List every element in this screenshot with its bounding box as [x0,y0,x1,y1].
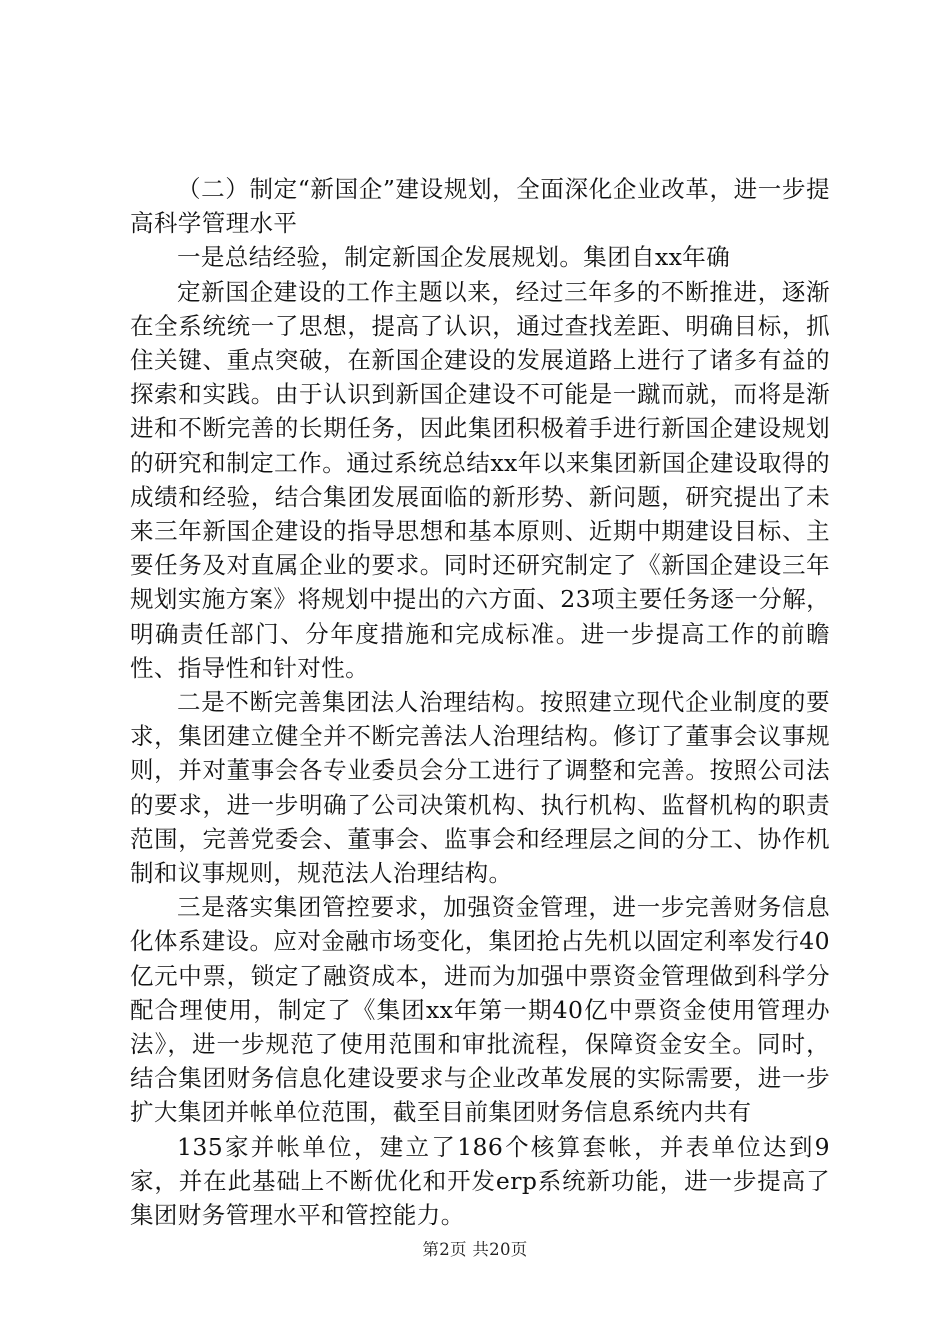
section-heading: （二）制定“新国企”建设规划，全面深化企业改革，进一步提高科学管理水平 [130,175,830,238]
paragraph-planning-detail: 定新国企建设的工作主题以来，经过三年多的不断推进，逐渐在全系统统一了思想，提高了认识，通过查找差距、明确目标，抓住关键、重点突破，在新国企建设的发展道路上进行了诸多有益的探索和实践。由于认识到新国企建设不可能是一蹴而就，而将是渐进和不断完善的长期任务，因此集团积极着手进行新国企建设规划的研究和制定工作。通过系统总结xx年以来集团新国企建设取得的成绩和经验，结合集团发展面临的新形势、新问题，研究提出了未来三年新国企建设的指导思想和基本原则、近期中期建设目标、主要任务及对直属企业的要求。同时还研究制定了《新国企建设三年规划实施方案》将规划中提出的六方面、23项主要任务逐一分解，明确责任部门、分年度措施和完成标准。进一步提高工作的前瞻性、指导性和针对性。 [130,277,830,682]
paragraph-summary-experience: 一是总结经验，制定新国企发展规划。集团自xx年确 [177,243,731,272]
paragraph-governance: 二是不断完善集团法人治理结构。按照建立现代企业制度的要求，集团建立健全并不断完善法人治理结构。修订了董事会议事规则，并对董事会各专业委员会分工进行了调整和完善。按照公司法的要求，进一步明确了公司决策机构、执行机构、监督机构的职责范围，完善党委会、董事会、监事会和经理层之间的分工、协作机制和议事规则，规范法人治理结构。 [130,688,830,888]
paragraph-fund-management: 三是落实集团管控要求，加强资金管理，进一步完善财务信息化体系建设。应对金融市场变化，集团抢占先机以固定利率发行40亿元中票，锁定了融资成本，进而为加强中票资金管理做到科学分配合理使用，制定了《集团xx年第一期40亿中票资金使用管理办法》，进一步规范了使用范围和审批流程，保障资金安全。同时，结合集团财务信息化建设要求与企业改革发展的实际需要，进一步扩大集团并帐单位范围，截至目前集团财务信息系统内共有 [130,893,830,1127]
document-body [130,172,830,1232]
page-number-footer: 第2页 共20页 [422,1240,528,1259]
paragraph-accounts: 135家并帐单位，建立了186个核算套帐，并表单位达到9家，并在此基础上不断优化和开发erp系统新功能，进一步提高了集团财务管理水平和管控能力。 [130,1132,830,1230]
